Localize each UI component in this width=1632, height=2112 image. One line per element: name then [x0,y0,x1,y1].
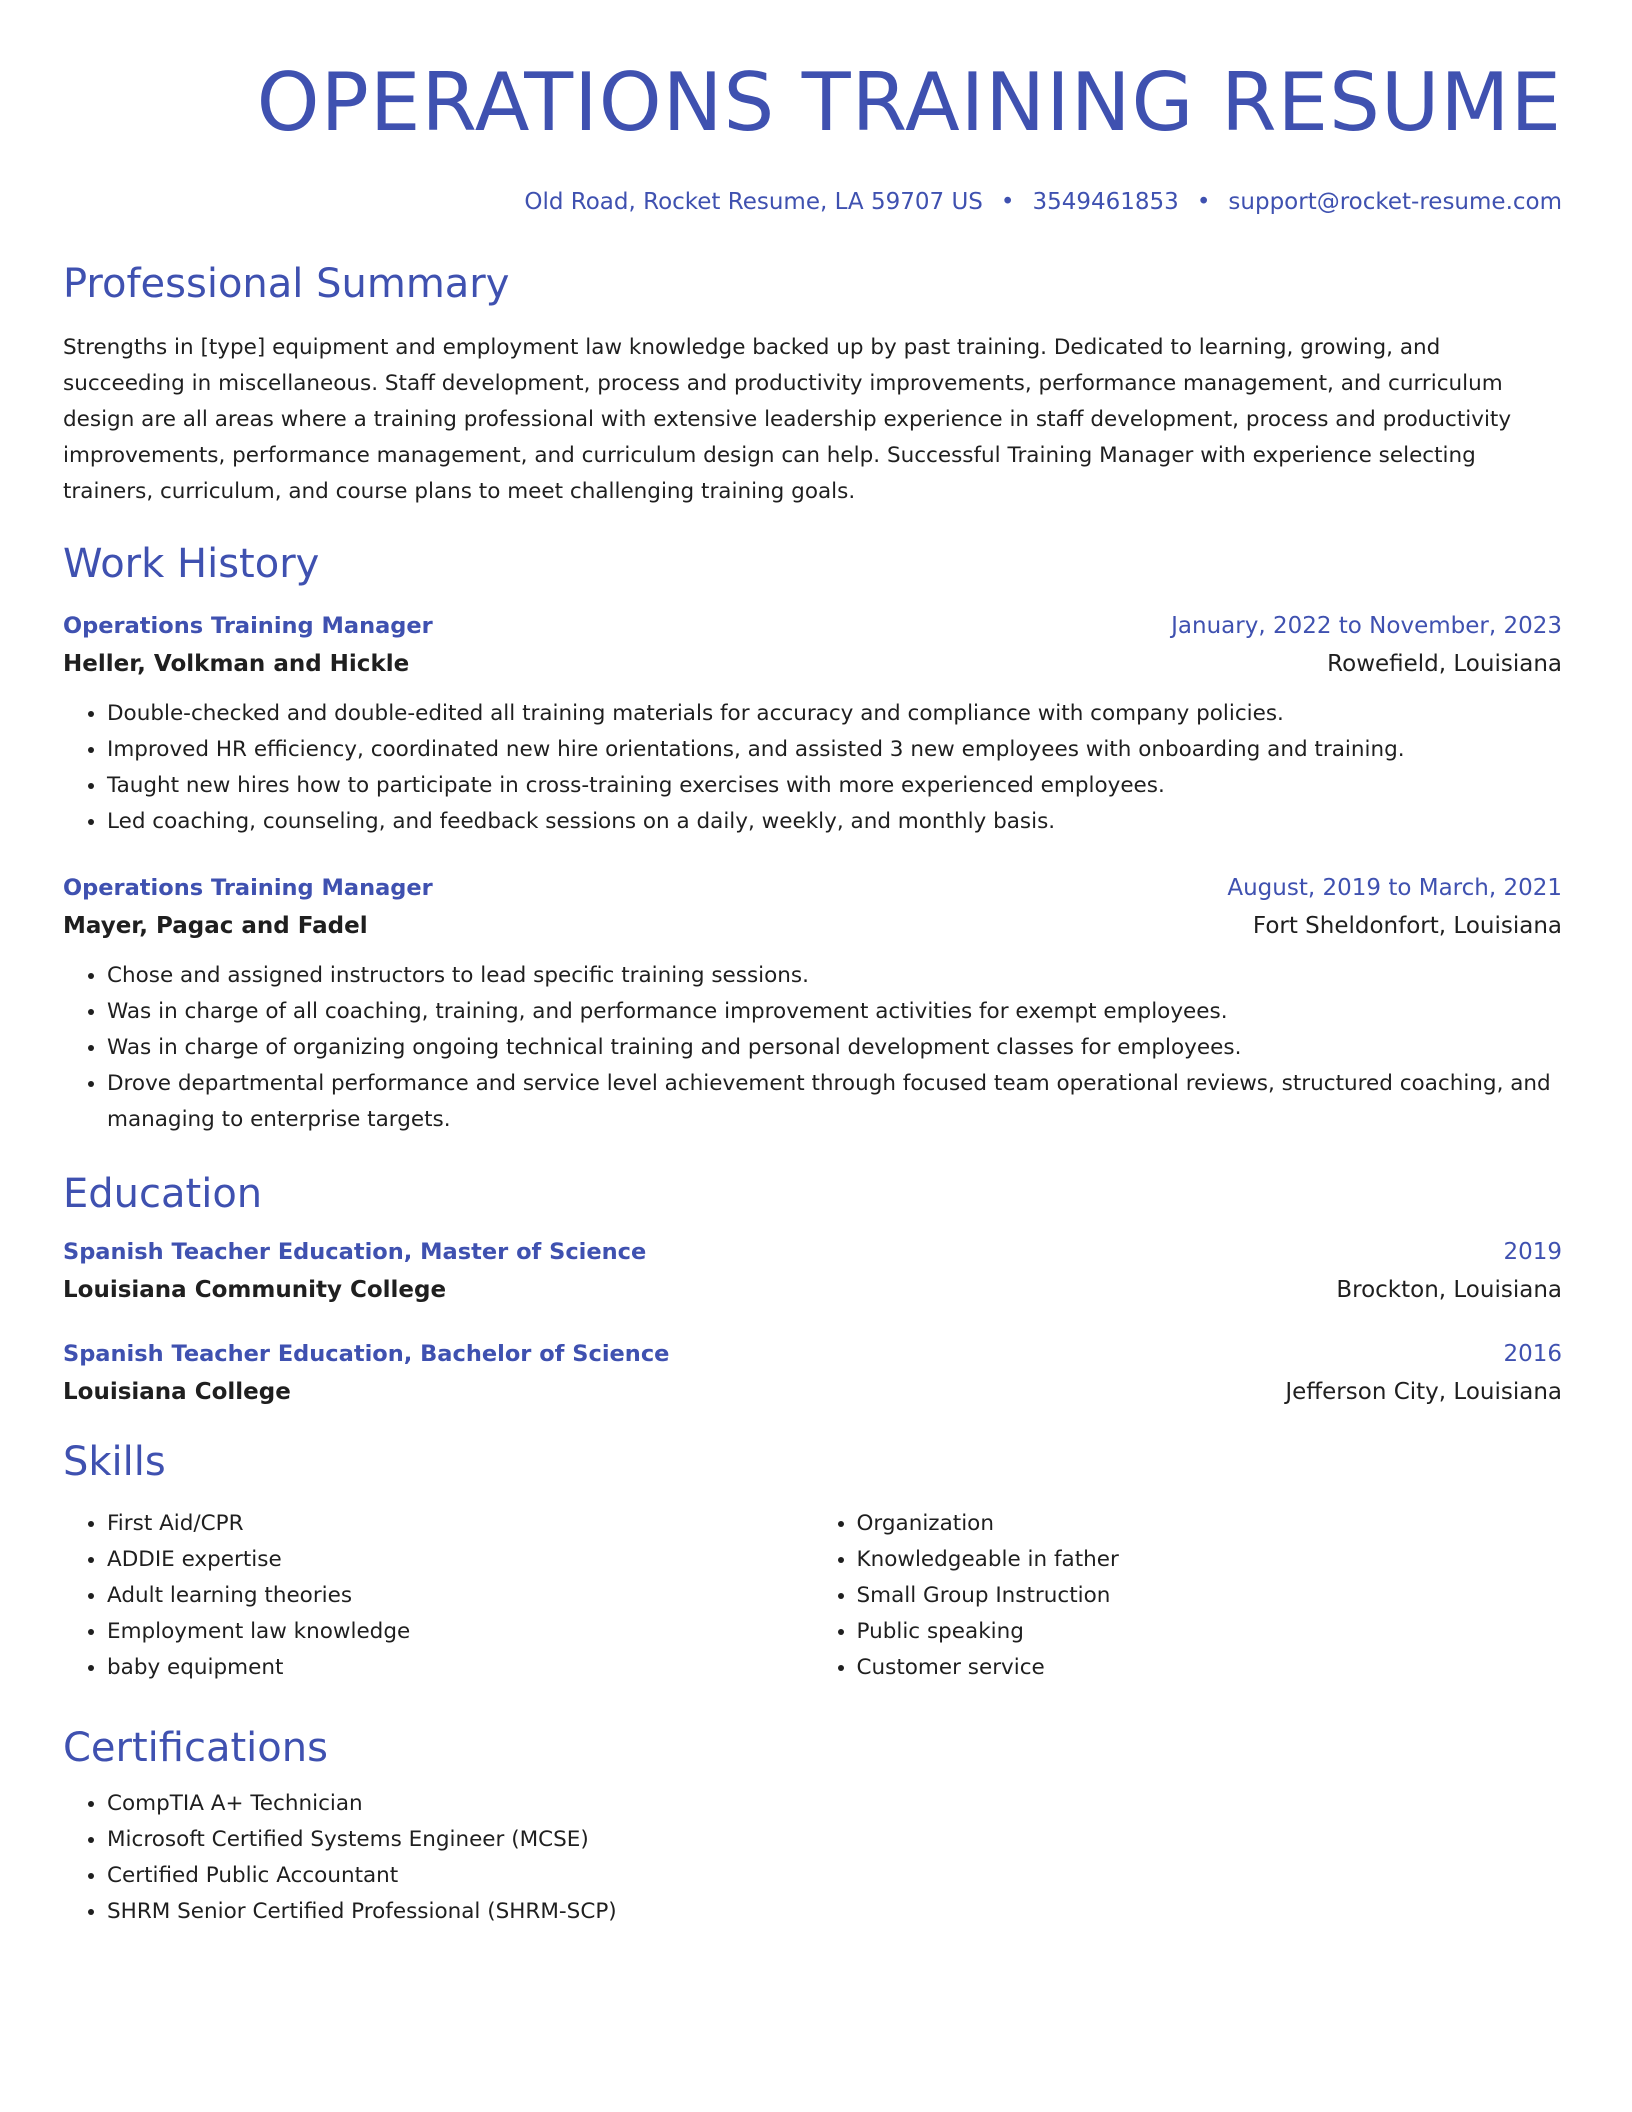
education-heading: Education [63,1171,263,1217]
job-company-row [63,906,1562,946]
job-dates: August, 2019 to March, 2021 [1227,875,1562,901]
certifications-list [63,1786,1562,1930]
job-bullet: • Taught new hires how to participate in cross-training exercises with more experienced employees. [107,768,1562,804]
job-title: Operations Training Manager [63,613,433,639]
summary-text: Strengths in [type] equipment and employment law knowledge backed up by past training. Dedicated to learning, growing, and succeeding in miscellaneous. Staff development, process and productivity improvements, performance management, and curriculum design are all areas where a training professional with extensive leadership experience in staff development, process and productivity improvements, performance management, and curriculum design can help. Successful Training Manager with experience selecting trainers, curriculum, and course plans to meet challenging training goals. [63,335,1512,504]
job-title: Operations Training Manager [63,875,433,901]
certification-item: • Microsoft Certified Systems Engineer (MCSE) [107,1822,1562,1858]
job-bullet-list [63,696,1562,840]
skill-item: • Small Group Instruction [857,1578,1563,1614]
job-title-row [63,870,1562,906]
certifications-heading: Certifications [63,1725,328,1771]
education-school: Louisiana Community College [63,1277,447,1303]
job-bullet: • Was in charge of organizing ongoing technical training and personal development classes for employees. [107,1030,1562,1066]
skills-list-right [813,1506,1563,1686]
education-school: Louisiana College [63,1379,291,1405]
job-entry [63,870,1562,1138]
contact-separator: • [1000,189,1015,215]
job-company-row [63,644,1562,684]
job-location: Fort Sheldonfort, Louisiana [1252,913,1562,939]
skill-item: • baby equipment [107,1650,813,1686]
education-year: 2016 [1503,1341,1562,1367]
contact-phone: 3549461853 [1032,189,1179,215]
job-bullet-list [63,958,1562,1138]
resume-name-heading: OPERATIONS TRAINING RESUME [256,56,1562,149]
education-school-row [63,1372,1562,1412]
skill-item: • Employment law knowledge [107,1614,813,1650]
education-year: 2019 [1503,1239,1562,1265]
job-dates: January, 2022 to November, 2023 [1171,613,1562,639]
work-history-heading: Work History [63,541,320,587]
job-entry [63,608,1562,840]
contact-line [63,182,1562,222]
skill-item: • Knowledgeable in father [857,1542,1563,1578]
job-bullet: • Was in charge of all coaching, training, and performance improvement activities for exempt employees. [107,994,1562,1030]
certification-item: • Certified Public Accountant [107,1858,1562,1894]
skill-item: • Adult learning theories [107,1578,813,1614]
education-location: Brockton, Louisiana [1336,1277,1562,1303]
skill-item: • Public speaking [857,1614,1563,1650]
skill-item: • ADDIE expertise [107,1542,813,1578]
skill-item: • Customer service [857,1650,1563,1686]
summary-heading: Professional Summary [63,261,510,307]
job-bullet: • Drove departmental performance and service level achievement through focused team operational reviews, structured coaching, and managing to enterprise targets. [107,1066,1562,1138]
contact-email: support@rocket-resume.com [1228,189,1562,215]
education-degree-row [63,1234,1562,1270]
job-location: Rowefield, Louisiana [1327,651,1562,677]
resume-page [63,0,1562,1930]
contact-address: Old Road, Rocket Resume, LA 59707 US [524,189,983,215]
education-entry [63,1336,1562,1412]
skills-list-left [63,1506,813,1686]
job-company: Mayer, Pagac and Fadel [63,913,368,939]
education-location: Jefferson City, Louisiana [1285,1379,1562,1405]
job-company: Heller, Volkman and Hickle [63,651,410,677]
skills-grid [63,1506,1562,1686]
skill-item: • Organization [857,1506,1563,1542]
education-degree: Spanish Teacher Education, Master of Science [63,1239,647,1265]
skill-item: • First Aid/CPR [107,1506,813,1542]
education-entry [63,1234,1562,1310]
certification-item: • CompTIA A+ Technician [107,1786,1562,1822]
job-bullet: • Double-checked and double-edited all training materials for accuracy and compliance with company policies. [107,696,1562,732]
education-school-row [63,1270,1562,1310]
education-degree-row [63,1336,1562,1372]
contact-separator: • [1196,189,1211,215]
job-bullet: • Chose and assigned instructors to lead specific training sessions. [107,958,1562,994]
job-title-row [63,608,1562,644]
certification-item: • SHRM Senior Certified Professional (SHRM-SCP) [107,1894,1562,1930]
education-degree: Spanish Teacher Education, Bachelor of Science [63,1341,670,1367]
job-bullet: • Led coaching, counseling, and feedback sessions on a daily, weekly, and monthly basis. [107,804,1562,840]
skills-heading: Skills [63,1439,166,1485]
job-bullet: • Improved HR efficiency, coordinated new hire orientations, and assisted 3 new employees with onboarding and training. [107,732,1562,768]
